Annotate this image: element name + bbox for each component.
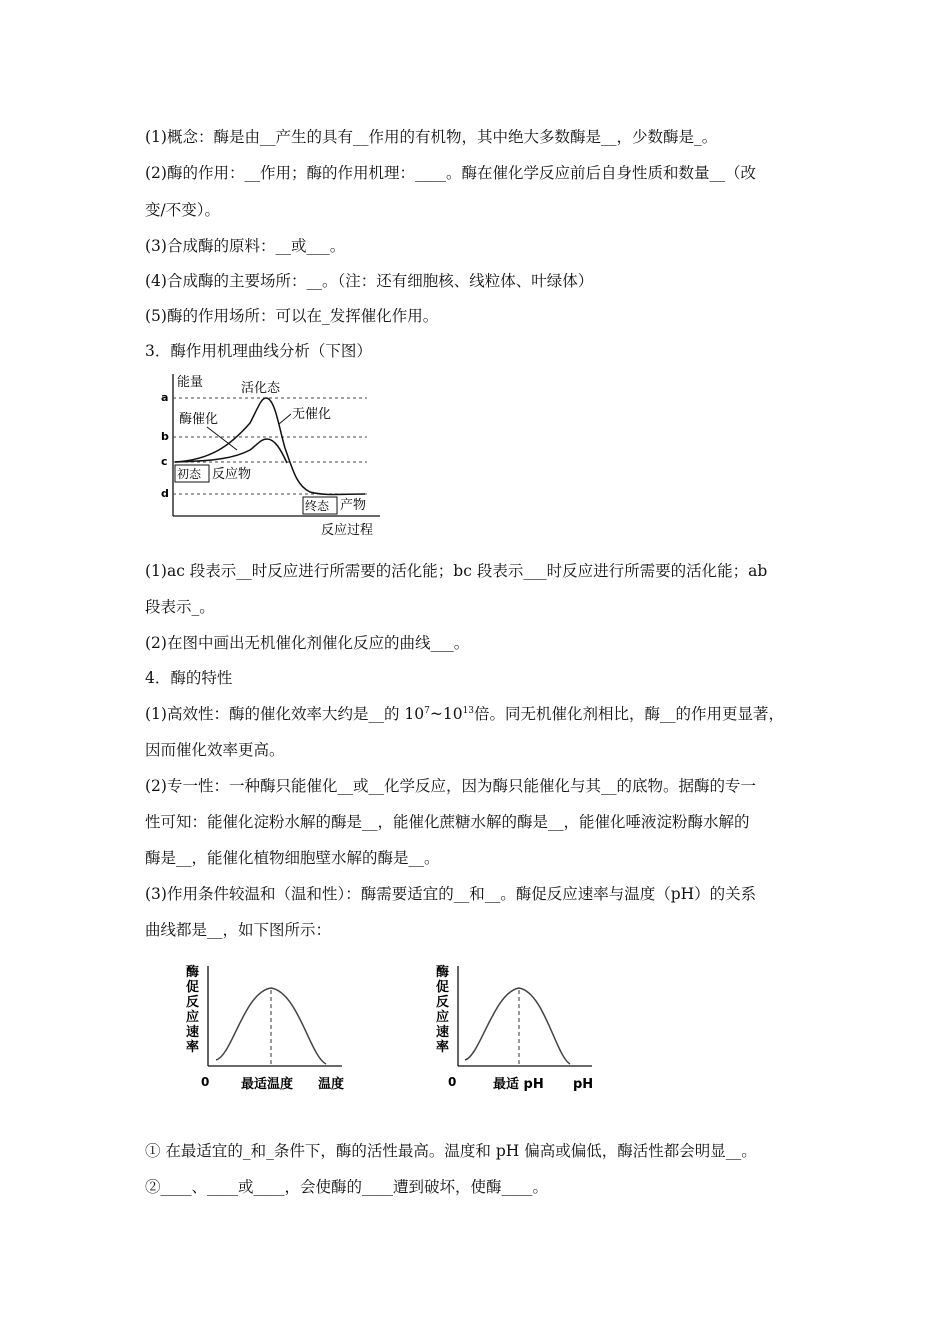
text-line: 因而催化效率更高。 [145, 741, 285, 759]
optimum-label: 最适温度 [241, 1077, 294, 1092]
y-axis-char: 反 [436, 995, 450, 1010]
text-line: ① 在最适宜的_和_条件下，酶的活性最高。温度和 pH 偏高或偏低，酶活性都会明显__。 [145, 1142, 757, 1160]
text-line: (3)合成酶的原料：__或___。 [145, 237, 346, 255]
text-line: 酶是__，能催化植物细胞壁水解的酶是__。 [145, 849, 440, 867]
text-line: (2)专一性：一种酶只能催化__或__化学反应，因为酶只能催化与其__的底物。据酶的专一 [145, 777, 756, 795]
y-axis-char: 促 [436, 980, 450, 995]
y-axis-char: 促 [186, 980, 200, 995]
no-catalysis-label: 无催化 [292, 407, 332, 422]
y-axis-char: 速 [436, 1025, 450, 1040]
text-line: 性可知：能催化淀粉水解的酶是__，能催化蔗糖水解的酶是__，能催化唾液淀粉酶水解的 [145, 813, 750, 831]
y-axis-char: 酶 [436, 965, 450, 980]
product-label: 产物 [340, 498, 367, 513]
level-c-label: c [161, 455, 168, 468]
section-heading: 3．酶作用机理曲线分析（下图） [145, 342, 372, 360]
text-line: (1)概念：酶是由__产生的具有__作用的有机物，其中绝大多数酶是__，少数酶是_。 [145, 128, 718, 146]
bell-curve [465, 988, 570, 1064]
text-segment: ~10 [429, 705, 463, 723]
final-state-label: 终态 [305, 499, 330, 513]
enzyme-pointer [207, 427, 237, 450]
level-a-label: a [161, 391, 169, 404]
level-d-label: d [161, 487, 169, 500]
text-line: (5)酶的作用场所：可以在_发挥催化作用。 [145, 307, 439, 325]
text-line: 变/不变）。 [145, 201, 220, 219]
x-axis-title: 反应过程 [321, 523, 374, 538]
text-line: (1)ac 段表示__时反应进行所需要的活化能；bc 段表示___时反应进行所需要的活化能；ab [145, 562, 768, 580]
superscript: 7 [424, 706, 430, 716]
reactant-label: 反应物 [212, 467, 252, 482]
y-axis-char: 率 [436, 1040, 450, 1055]
x-axis-title: pH [573, 1077, 594, 1092]
y-axis-title [436, 964, 449, 1055]
text-line: 曲线都是__，如下图所示： [145, 921, 332, 939]
text-line: (2)在图中画出无机催化剂催化反应的曲线___。 [145, 634, 470, 652]
initial-state-label: 初态 [177, 467, 202, 481]
text-line: ②____、____或____，会使酶的____遭到破坏，使酶____。 [145, 1178, 549, 1196]
text-line [145, 704, 810, 724]
section-heading: 4．酶的特性 [145, 669, 233, 687]
y-axis-title: 能量 [177, 375, 204, 390]
no-catalysis-pointer [279, 414, 291, 424]
y-axis-char: 酶 [186, 965, 200, 980]
text-line: (3)作用条件较温和（温和性）：酶需要适宜的__和__。酶促反应速率与温度（pH）的关系 [145, 885, 757, 903]
level-b-label: b [161, 430, 169, 443]
activated-state-label: 活化态 [241, 381, 281, 396]
text-line: (4)合成酶的主要场所：__。（注：还有细胞核、线粒体、叶绿体） [145, 272, 594, 290]
y-axis-char: 应 [186, 1010, 200, 1025]
energy-diagram [155, 368, 395, 540]
text-segment: 倍。同无机催化剂相比，酶__的作用更显著， [474, 705, 785, 723]
text-line: 段表示_。 [145, 598, 215, 616]
ph-rate-chart [432, 962, 607, 1097]
y-axis-char: 反 [186, 995, 200, 1010]
origin-label: 0 [448, 1075, 457, 1089]
y-axis-char: 率 [186, 1040, 200, 1055]
temperature-rate-chart [182, 962, 357, 1097]
origin-label: 0 [201, 1075, 210, 1089]
text-segment: (1)高效性：酶的催化效率大约是__的 10 [145, 705, 425, 723]
y-axis-char: 速 [186, 1025, 200, 1040]
superscript: 13 [462, 706, 475, 716]
optimum-label: 最适 pH [493, 1077, 544, 1092]
text-line: (2)酶的作用：__作用；酶的作用机理：____。酶在催化学反应前后自身性质和数量__（改 [145, 164, 756, 182]
enzyme-catalysis-label: 酶催化 [179, 412, 219, 427]
x-axis-title: 温度 [318, 1077, 345, 1092]
y-axis-char: 应 [436, 1010, 450, 1025]
y-axis-title [186, 964, 199, 1055]
